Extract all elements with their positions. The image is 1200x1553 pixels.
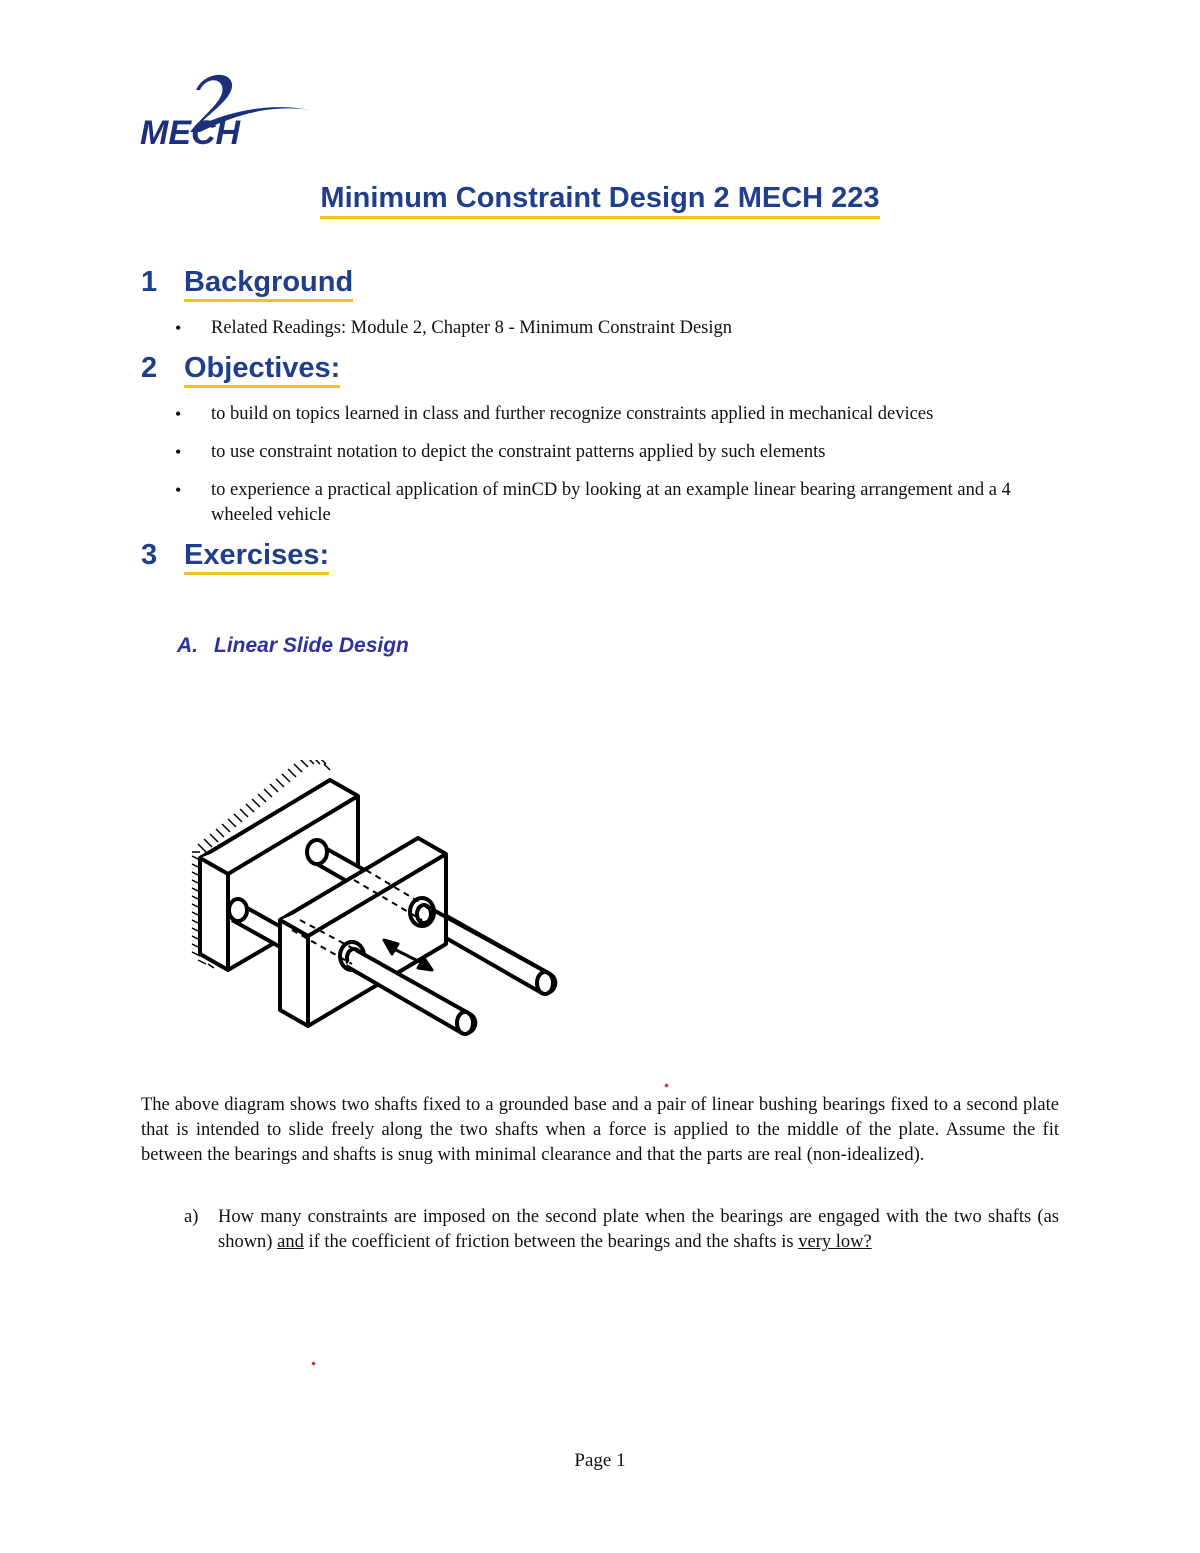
mech-2-logo (138, 68, 313, 168)
document-title-text: Minimum Constraint Design 2 MECH 223 (320, 180, 879, 219)
document-title (0, 180, 1200, 219)
exercise-a-heading (177, 634, 409, 658)
section-heading-background (141, 266, 353, 302)
question-text (218, 1205, 1059, 1255)
section-heading-objectives (141, 352, 340, 388)
page-footer (0, 1450, 1200, 1472)
section-number: 1 (141, 266, 158, 298)
red-mark (664, 1083, 668, 1087)
exercise-title: Linear Slide Design (214, 634, 409, 657)
section-number: 2 (141, 352, 158, 384)
question-label: a) (184, 1207, 199, 1227)
background-list (175, 316, 732, 341)
page-number: 1 (616, 1450, 626, 1471)
page-label: Page (574, 1450, 612, 1471)
bearing-back (410, 898, 434, 926)
red-mark (311, 1361, 315, 1365)
list-item: • to use constraint notation to depict the constraint patterns applied by such elements (175, 440, 1065, 465)
exercise-label: A. (177, 634, 198, 657)
list-item: • to build on topics learned in class and further recognize constraints applied in mechanical devices (175, 402, 1065, 427)
list-item: • Related Readings: Module 2, Chapter 8 - Minimum Constraint Design (175, 316, 732, 341)
linear-slide-diagram (170, 760, 570, 1060)
section-title: Exercises: (184, 539, 329, 575)
question-text-part1: How many constraints are imposed on the second plate when the bearings are engaged with the two shafts (as shown) (218, 1207, 1059, 1252)
section-number: 3 (141, 539, 158, 571)
question-a (184, 1205, 1059, 1255)
list-item: • to experience a practical application of minCD by looking at an example linear bearing arrangement and a 4 wheeled vehicle (175, 478, 1065, 528)
question-text-part2: if the coefficient of friction between the bearings and the shafts is (303, 1232, 799, 1252)
section-title: Objectives: (184, 352, 340, 388)
objectives-list (175, 402, 1065, 528)
question-emphasis-very-low: very low? (798, 1232, 872, 1252)
logo-text: MECH (140, 114, 241, 152)
question-emphasis-and: and (277, 1232, 304, 1252)
section-title: Background (184, 266, 353, 302)
exercise-description: The above diagram shows two shafts fixed to a grounded base and a pair of linear bushing bearings fixed to a second plate that is intended to slide freely along the two shafts when a force is applied to the middle of the plate. Assume the fit between the bearings and shafts is snug with minimal clearance and that the parts are real (non-idealized). (141, 1095, 1059, 1165)
section-heading-exercises (141, 539, 329, 575)
